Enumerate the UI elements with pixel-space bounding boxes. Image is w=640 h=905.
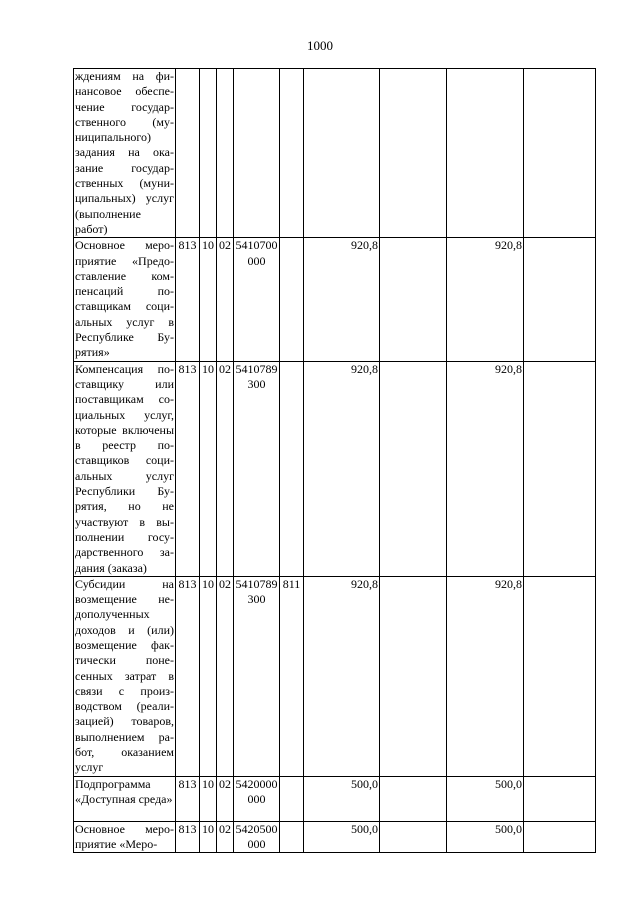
expense-type-code-cell (280, 69, 304, 238)
amount-change-cell (380, 576, 447, 776)
amount-change-cell (380, 361, 447, 576)
subsection-code-cell: 02 (217, 776, 234, 821)
note-cell (524, 69, 596, 238)
page-number: 1000 (307, 38, 333, 53)
subsection-code-cell: 02 (217, 576, 234, 776)
amount-cell: 920,8 (304, 361, 380, 576)
row-name-cell: Основное мероприятие «Предоставление компенсаций поставщикам социальных услуг в Республике Бурятия» (75, 238, 174, 360)
amount-total-cell (447, 69, 524, 238)
target-article-code-cell: 5410789300 (234, 361, 280, 576)
amount-cell: 920,8 (304, 576, 380, 776)
note-cell (524, 776, 596, 821)
section-code-cell: 10 (200, 361, 217, 576)
section-code-cell: 10 (200, 576, 217, 776)
admin-code-cell: 813 (176, 576, 200, 776)
section-code-cell (200, 69, 217, 238)
table-row (74, 361, 596, 576)
amount-change-cell (380, 776, 447, 821)
note-cell (524, 576, 596, 776)
target-article-code-cell: 5420000000 (234, 776, 280, 821)
amount-change-cell (380, 69, 447, 238)
subsection-code-cell: 02 (217, 238, 234, 361)
table-row (74, 821, 596, 853)
expense-type-code-cell (280, 821, 304, 853)
admin-code-cell: 813 (176, 238, 200, 361)
amount-cell: 920,8 (304, 238, 380, 361)
target-article-code-cell: 5420500000 (235, 821, 278, 851)
admin-code-cell: 813 (176, 776, 200, 821)
expense-type-code-cell (280, 361, 304, 576)
amount-total-cell: 920,8 (447, 238, 524, 361)
amount-total-cell: 920,8 (447, 361, 524, 576)
row-name-cell: Подпрограмма «Доступная среда» (74, 776, 176, 821)
expense-type-code-cell (280, 776, 304, 821)
admin-code-cell (176, 69, 200, 238)
amount-cell: 500,0 (304, 776, 380, 821)
target-article-code-cell (234, 69, 280, 238)
amount-cell (304, 69, 380, 238)
table-body (74, 69, 596, 853)
table-row (74, 69, 596, 238)
section-code-cell: 10 (200, 776, 217, 821)
row-name-cell: Субсидии на возмещение недополученных доходов и (или) возмещение фактически понесенных затрат в связи с производством (реализацией) товаров, выполнением работ, оказанием услуг (75, 576, 174, 775)
expense-type-code-cell (280, 238, 304, 361)
note-cell (524, 238, 596, 361)
section-code-cell: 10 (200, 821, 217, 853)
target-article-code-cell: 5410789300 (234, 576, 280, 776)
amount-change-cell (380, 238, 447, 361)
amount-total-cell: 500,0 (447, 776, 524, 821)
row-name-cell: Компенсация поставщику или поставщикам социальных услуг, которые включены в реестр поставщиков социальных услуг Республики Бурятия, но не участвуют в выполнении государственного задания (заказа) (75, 361, 174, 575)
note-cell (524, 361, 596, 576)
amount-change-cell (380, 821, 447, 853)
subsection-code-cell: 02 (217, 821, 234, 853)
amount-total-cell: 920,8 (447, 576, 524, 776)
section-code-cell: 10 (200, 238, 217, 361)
admin-code-cell: 813 (176, 361, 200, 576)
note-cell (524, 821, 596, 853)
table-row (74, 576, 596, 776)
row-name-cell: Основное мероприятие «Меро- (75, 821, 174, 851)
amount-total-cell: 500,0 (447, 821, 524, 853)
row-name-cell: ждениям на финансовое обеспечение государственного (муниципального) задания на оказание государственных (муниципальных) услуг (выполнение работ) (75, 69, 174, 236)
subsection-code-cell: 02 (217, 361, 234, 576)
budget-table (73, 68, 596, 853)
amount-cell: 500,0 (304, 821, 380, 853)
subsection-code-cell (217, 69, 234, 238)
table-row (74, 776, 596, 821)
target-article-code-cell: 5410700000 (234, 238, 280, 361)
expense-type-code-cell: 811 (280, 576, 304, 776)
admin-code-cell: 813 (176, 821, 200, 853)
table-row (74, 238, 596, 361)
